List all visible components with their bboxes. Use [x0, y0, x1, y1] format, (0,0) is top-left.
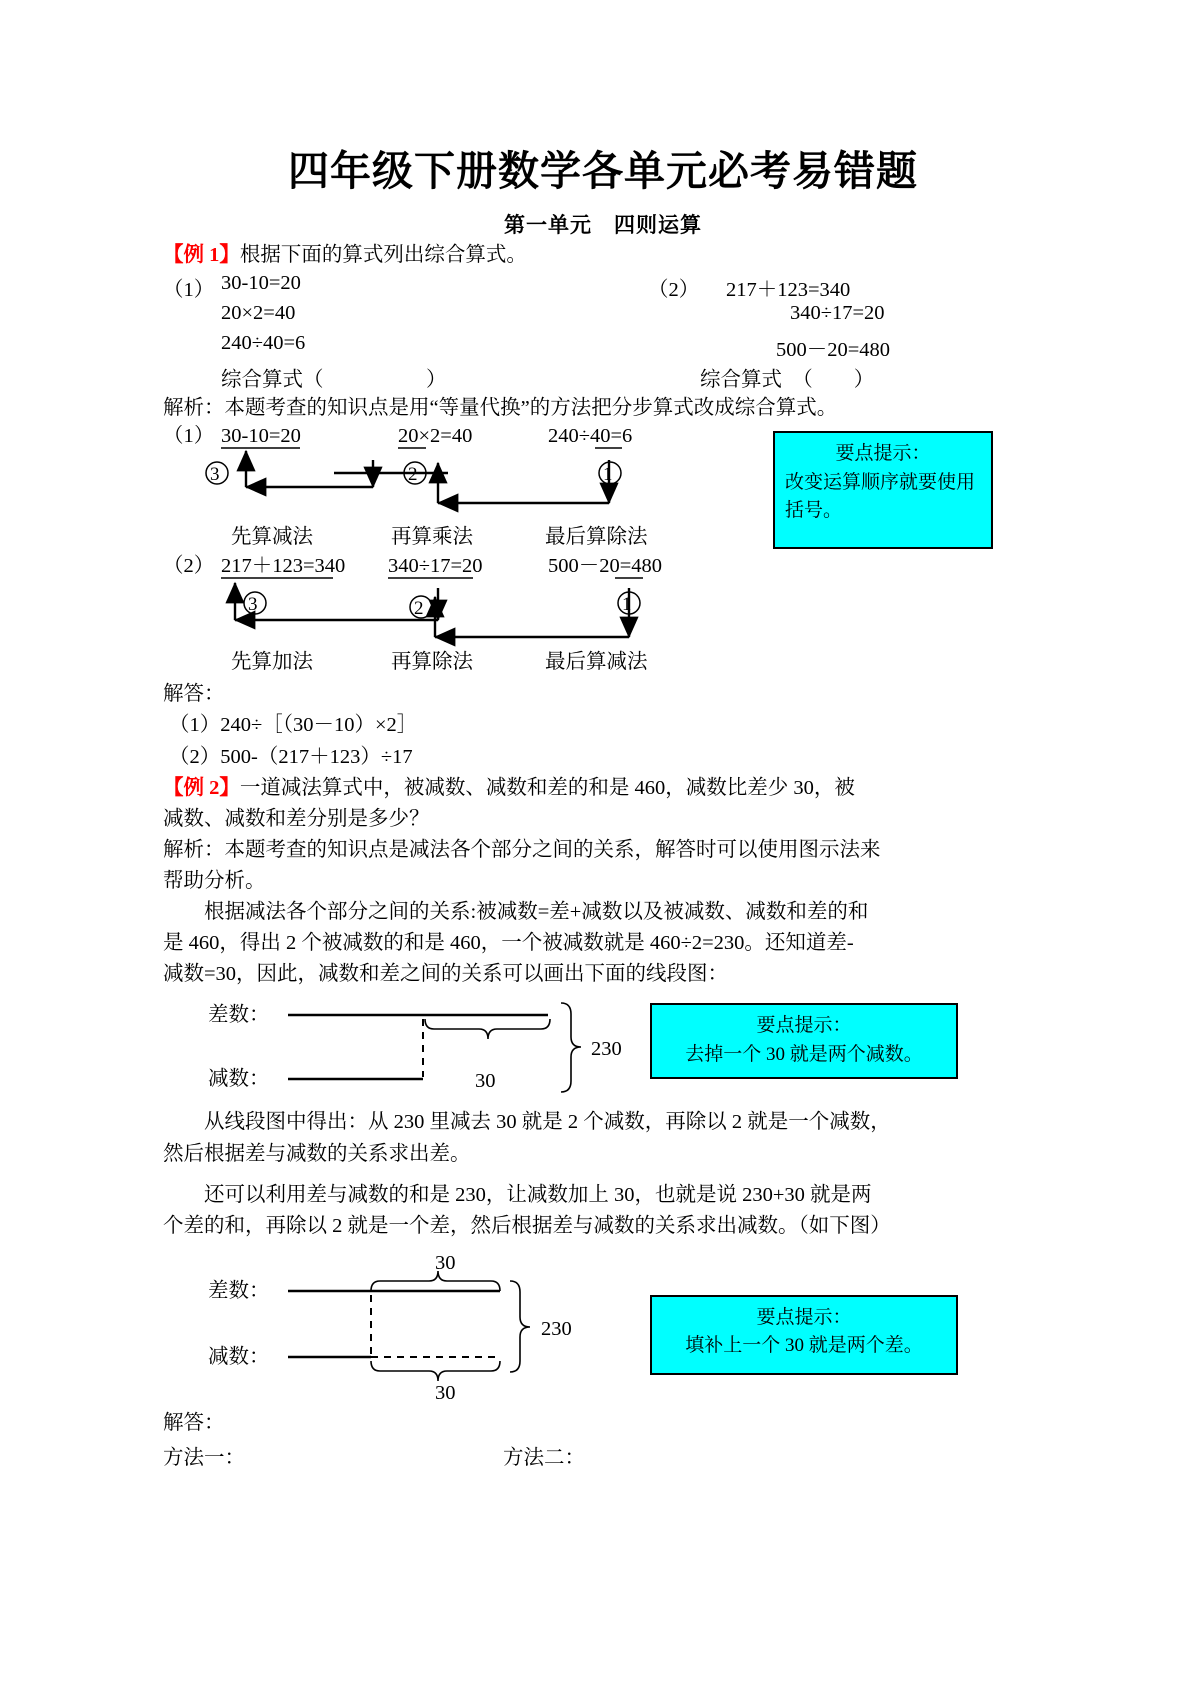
- diagram2-caption-2: 再算除法: [391, 651, 473, 671]
- example2-answer-label: 解答：: [163, 1411, 225, 1434]
- example2-para2-line2: 然后根据差与减数的关系求出差。: [163, 1142, 471, 1165]
- example2-analysis-line1: [163, 836, 1043, 865]
- example1-group2-line1: 217＋123=340: [726, 279, 851, 302]
- example1-arrow-diagrams: [163, 425, 1043, 670]
- example1-group2-label: （2）: [648, 279, 700, 302]
- diagram1-caption-1: 先算减法: [231, 526, 313, 549]
- diagram2-expr-1: 217＋123=340: [221, 555, 346, 578]
- example1-group1-line3: 240÷40=6: [221, 332, 306, 355]
- diagram1-caption-2: 再算乘法: [391, 526, 473, 549]
- example1-line-2: [163, 302, 1043, 332]
- document-body: [163, 0, 1043, 1470]
- segment2-brace-top-value: 30: [435, 1251, 456, 1274]
- example2-para1-line1: 根据减法各个部分之间的关系:被减数=差+减数以及被减数、减数和差的和: [204, 901, 869, 924]
- segment-diagram-1: [163, 991, 1043, 1106]
- diagram2-caption-3: 最后算减法: [545, 651, 648, 671]
- example2-para3-line2: 个差的和，再除以 2 就是一个差，然后根据差与减数的关系求出减数。（如下图）: [163, 1214, 891, 1237]
- example2-method1-label: 方法一：: [163, 1447, 245, 1469]
- example2-para1-line3: 减数=30，因此，减数和差之间的关系可以画出下面的线段图：: [163, 963, 729, 986]
- example1-line-4: [163, 362, 1043, 392]
- tip-box-3-body: 填补上一个 30 就是两个差。: [685, 1335, 923, 1357]
- segment2-label-bottom: 减数：: [208, 1345, 270, 1368]
- segment1-label-bottom: 减数：: [208, 1068, 270, 1091]
- example1-analysis: [163, 394, 1043, 423]
- example1-analysis-text: 本题考查的知识点是用“等量代换”的方法把分步算式改成综合算式。: [224, 397, 838, 420]
- diagram2-mark-2: 2: [414, 598, 424, 620]
- example2-prompt-line1: [163, 774, 1043, 803]
- example2-method2-label: 方法二：: [503, 1447, 585, 1469]
- example2-prompt-text1: 一道减法算式中，被减数、减数和差的和是 460，减数比差少 30，被: [239, 776, 855, 799]
- example1-analysis-label: 解析：: [163, 397, 225, 420]
- diagram2-expr-3: 500－20=480: [548, 555, 663, 578]
- example2-para3-line1: 还可以利用差与减数的和是 230，让减数加上 30，也就是说 230+30 就是两: [204, 1183, 872, 1206]
- segment-diagram-2: [163, 1247, 1043, 1407]
- tip-box-1-title: 要点提示：: [835, 443, 931, 465]
- example2-analysis-text1: 本题考查的知识点是减法各个部分之间的关系，解答时可以使用图示法来: [224, 838, 881, 861]
- example1-answer-label: 解答：: [163, 683, 225, 706]
- tip-box-3: [650, 1295, 958, 1375]
- diagram2-mark-1: 1: [622, 594, 632, 616]
- example1-group1-label: （1）: [163, 279, 215, 302]
- diagram1-mark-3: 3: [210, 464, 220, 486]
- diagram1-mark-2: 2: [408, 464, 418, 486]
- tip-box-2-title: 要点提示：: [756, 1015, 852, 1037]
- diagram1-expr-2: 20×2=40: [398, 425, 473, 448]
- diagram1-expr-1: 30-10=20: [221, 425, 301, 448]
- diagram2-row-label: （2）: [163, 555, 215, 578]
- example1-prompt: [163, 241, 1043, 270]
- example1-answer-1: （1）240÷［（30－10）×2］: [169, 714, 418, 737]
- diagram1-mark-1: 1: [603, 464, 613, 486]
- example1-group2-line2: 340÷17=20: [790, 302, 885, 325]
- example2-analysis-label: 解析：: [163, 838, 225, 861]
- example1-group2-answer-prompt[interactable]: 综合算式 （ ）: [700, 369, 875, 392]
- segment2-label-top: 差数：: [208, 1279, 270, 1302]
- example2-methods-row: [163, 1440, 1043, 1470]
- example1-line-3: [163, 332, 1043, 362]
- tip-box-2: [650, 1003, 958, 1079]
- example2-analysis-line2: 帮助分析。: [163, 870, 266, 893]
- example1-tag: 【例 1】: [163, 244, 240, 267]
- diagram2-mark-3: 3: [248, 594, 258, 616]
- tip-box-3-title: 要点提示：: [756, 1306, 852, 1328]
- example1-prompt-text: 根据下面的算式列出综合算式。: [239, 244, 527, 267]
- diagram1-caption-3: 最后算除法: [545, 526, 648, 549]
- example2-tag: 【例 2】: [163, 776, 240, 799]
- page-title: 四年级下册数学各单元必考易错题: [288, 148, 918, 194]
- diagram1-expr-3: 240÷40=6: [548, 425, 633, 448]
- diagram1-row-label: （1）: [163, 425, 215, 448]
- example1-group1-line2: 20×2=40: [221, 302, 296, 325]
- example1-group1-line1: 30-10=20: [221, 272, 301, 295]
- example1-line-1: [163, 272, 1043, 302]
- example2-para1-line2: 是 460，得出 2 个被减数的和是 460，一个被减数就是 460÷2=230。还知道差-: [163, 932, 854, 955]
- segment2-brace-bottom-value: 30: [435, 1381, 456, 1404]
- example1-group2-line3: 500－20=480: [776, 339, 891, 362]
- example2-para2-line1: 从线段图中得出：从 230 里减去 30 就是 2 个减数，再除以 2 就是一个减数，: [204, 1111, 891, 1134]
- tip-box-1-body: 改变运算顺序就要使用括号。: [785, 471, 976, 522]
- unit-heading: 第一单元 四则运算: [504, 213, 702, 238]
- segment1-label-top: 差数：: [208, 1004, 270, 1027]
- example1-group1-answer-prompt[interactable]: 综合算式（ ）: [221, 369, 447, 392]
- segment1-brace-value: 30: [475, 1070, 496, 1093]
- tip-box-2-body: 去掉一个 30 就是两个减数。: [685, 1043, 923, 1065]
- diagram2-expr-2: 340÷17=20: [388, 555, 483, 578]
- example2-prompt-line2: 减数、减数和差分别是多少？: [163, 807, 430, 830]
- segment2-total-value: 230: [541, 1317, 572, 1340]
- diagram2-caption-1: 先算加法: [231, 651, 313, 671]
- example1-answer-2: （2）500-（217＋123）÷17: [169, 745, 413, 768]
- tip-box-1: [773, 431, 993, 549]
- segment1-total-value: 230: [591, 1038, 622, 1061]
